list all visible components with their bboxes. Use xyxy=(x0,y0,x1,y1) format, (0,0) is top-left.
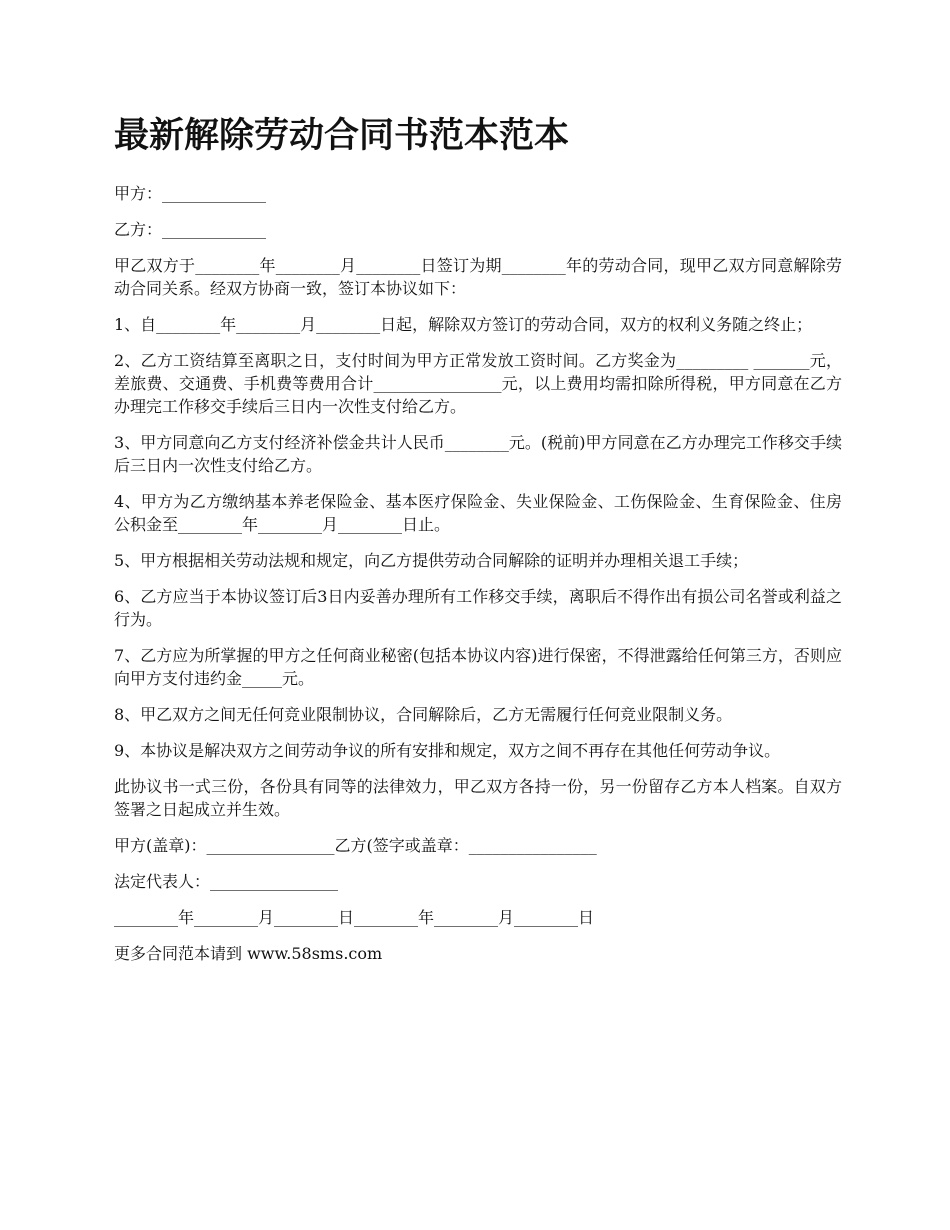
clause-5: 5、甲方根据相关劳动法规和规定，向乙方提供劳动合同解除的证明并办理相关退工手续； xyxy=(114,551,749,570)
clause-3: 3、甲方同意向乙方支付经济补偿金共计人民币________元。(税前)甲方同意在乙方办理完工作移交手续后三日内一次性支付给乙方。 xyxy=(114,433,842,475)
signature-line: 甲方(盖章)：________________乙方(签字或盖章：________________ xyxy=(114,836,597,855)
document-page xyxy=(114,112,842,978)
clause-9: 9、本协议是解决双方之间劳动争议的所有安排和规定，双方之间不再存在其他任何劳动争议。 xyxy=(114,741,781,760)
intro-paragraph: 甲乙双方于________年________月________日签订为期________年的劳动合同，现甲乙双方同意解除劳动合同关系。经双方协商一致，签订本协议如下： xyxy=(114,256,842,298)
clause-8: 8、甲乙双方之间无任何竞业限制协议，合同解除后，乙方无需履行任何竞业限制义务。 xyxy=(114,705,733,724)
date-line: ________年________月________日________年________月________日 xyxy=(114,908,595,927)
clause-4: 4、甲方为乙方缴纳基本养老保险金、基本医疗保险金、失业保险金、工伤保险金、生育保险金、住房公积金至________年________月________日止。 xyxy=(114,492,842,534)
party-a-line: 甲方：_____________ xyxy=(114,184,267,203)
clause-2: 2、乙方工资结算至离职之日，支付时间为甲方正常发放工资时间。乙方奖金为_________ _______元，差旅费、交通费、手机费等费用合计________________元，以上费用均需扣除所得税，甲方同意在乙方办理完工作移交手续后三日内一次性支付给乙方。 xyxy=(114,351,842,416)
clause-7: 7、乙方应为所掌握的甲方之任何商业秘密(包括本协议内容)进行保密，不得泄露给任何第三方，否则应向甲方支付违约金_____元。 xyxy=(114,646,842,688)
footer-link-text: 更多合同范本请到 www.58sms.com xyxy=(114,944,383,963)
legal-representative-line: 法定代表人：________________ xyxy=(114,872,339,891)
closing-paragraph: 此协议书一式三份，各份具有同等的法律效力，甲乙双方各持一份，另一份留存乙方本人档案。自双方签署之日起成立并生效。 xyxy=(114,777,842,819)
document-title: 最新解除劳动合同书范本范本 xyxy=(114,115,570,156)
clause-6: 6、乙方应当于本协议签订后3日内妥善办理所有工作移交手续，离职后不得作出有损公司名誉或利益之行为。 xyxy=(114,587,842,629)
clause-1: 1、自________年________月________日起，解除双方签订的劳动合同，双方的权利义务随之终止； xyxy=(114,315,813,334)
party-b-line: 乙方：_____________ xyxy=(114,220,267,239)
